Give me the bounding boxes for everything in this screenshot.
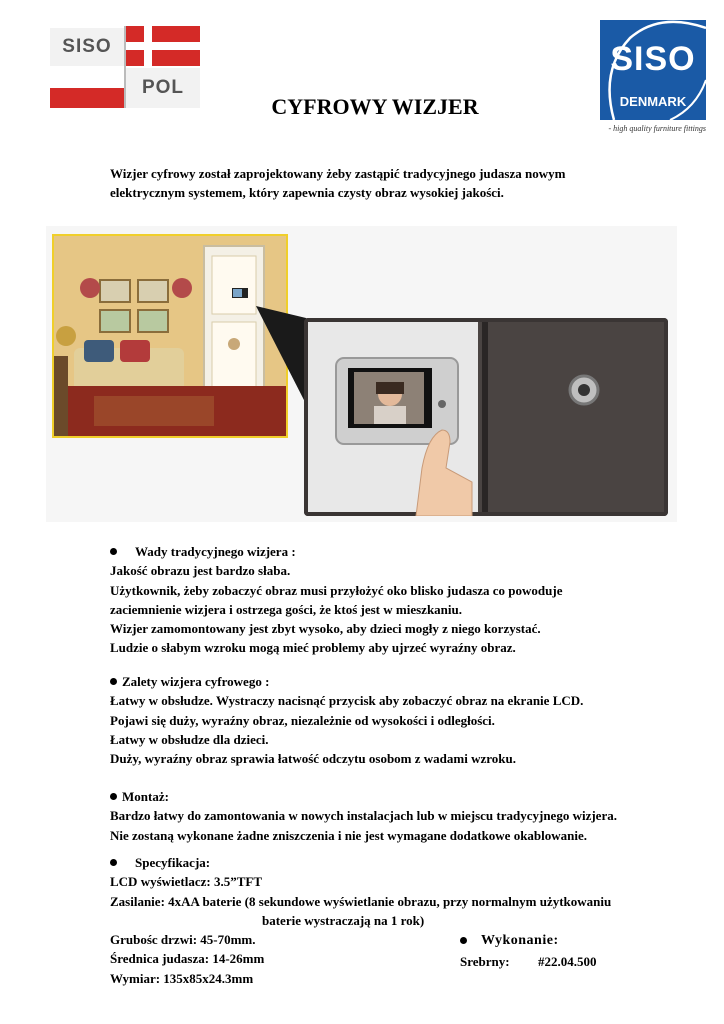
spec-line: Zasilanie: 4xAA baterie (8 sekundowe wyświetlanie obrazu, przy normalnym użytkowaniu <box>110 893 612 909</box>
heading-text: Specyfikacja: <box>135 855 211 870</box>
door-viewer-closeup-image <box>304 318 668 516</box>
logo-siso-text: SISO <box>50 28 124 66</box>
text-line: Pojawi się duży, wyraźny obraz, niezależnie od wysokości i odległości. <box>110 712 495 728</box>
siso-denmark-logo <box>600 20 706 140</box>
finish-code: #22.04.500 <box>538 954 597 969</box>
text-line: Bardzo łatwy do zamontowania w nowych instalacjach lub w miejscu tradycyjnego wizjera. <box>110 808 617 824</box>
text-line: Wizjer zamomontowany jest zbyt wysoko, aby dzieci mogły z niego korzystać. <box>110 621 541 637</box>
section-heading <box>110 542 562 561</box>
text-line: Duży, wyraźny obraz sprawia łatwość odczytu osobom z wadami wzroku. <box>110 751 516 767</box>
spec-line: Średnica judasza: 14-26mm <box>110 951 265 967</box>
text-line: Łatwy w obsłudze dla dzieci. <box>110 731 269 747</box>
intro-line: elektrycznym systemem, który zapewnia czysty obraz wysokiej jakości. <box>110 185 504 200</box>
intro-line: Wizjer cyfrowy został zaprojektowany żeby zastąpić tradycyjnego judasza nowym <box>110 166 566 181</box>
bullet-icon <box>460 937 467 944</box>
logo-pol-text: POL <box>126 68 200 108</box>
text-line: Jakość obrazu jest bardzo słaba. <box>110 563 291 579</box>
finish-label: Srebrny: <box>460 954 510 969</box>
bullet-icon <box>110 793 117 800</box>
heading-text: Montaż: <box>122 789 169 804</box>
spec-line: baterie wystraczają na 1 rok) <box>262 912 425 928</box>
section-wady <box>110 542 562 658</box>
text-line: zaciemnienie wizjera i ostrzega gości, że ktoś jest w mieszkaniu. <box>110 601 462 617</box>
bullet-icon <box>110 678 117 685</box>
section-heading <box>110 672 583 691</box>
section-zalety <box>110 672 583 768</box>
heading-text: Wykonanie: <box>481 933 559 948</box>
text-line: Łatwy w obsłudze. Wystraczy nacisnąć przycisk aby zobaczyć obraz na ekranie LCD. <box>110 693 584 709</box>
logo-subbrand: DENMARK <box>619 94 687 109</box>
spec-line: Wymiar: 135x85x24.3mm <box>110 970 254 986</box>
heading-text: Zalety wizjera cyfrowego : <box>122 674 270 689</box>
product-photo <box>46 226 677 522</box>
logo-tagline: - high quality furniture fittings <box>608 124 706 133</box>
spec-line: Grubośc drzwi: 45-70mm. <box>110 932 256 948</box>
section-heading <box>110 787 617 806</box>
text-line: Ludzie o słabym wzroku mogą mieć problemy aby ujrzeć wyraźny obraz. <box>110 640 516 656</box>
text-line: Nie zostaną wykonane żadne zniszczenia i nie jest wymagane dodatkowe okablowanie. <box>110 827 588 843</box>
section-heading <box>460 930 597 951</box>
section-montaz <box>110 787 617 845</box>
bullet-icon <box>110 548 117 555</box>
finish-row <box>460 951 597 972</box>
text-line: Użytkownik, żeby zobaczyć obraz musi przyłożyć oko blisko judasza co powoduje <box>110 582 563 598</box>
heading-text: Wady tradycyjnego wizjera : <box>135 544 296 559</box>
bullet-icon <box>110 859 117 866</box>
section-heading <box>110 853 611 872</box>
page-title: CYFROWY WIZJER <box>271 94 479 119</box>
danish-flag-icon <box>126 26 200 66</box>
spec-line: LCD wyświetlacz: 3.5”TFT <box>110 874 263 890</box>
section-wykonanie <box>460 930 597 972</box>
intro-paragraph <box>110 164 650 202</box>
logo-brand: SISO <box>610 40 696 78</box>
